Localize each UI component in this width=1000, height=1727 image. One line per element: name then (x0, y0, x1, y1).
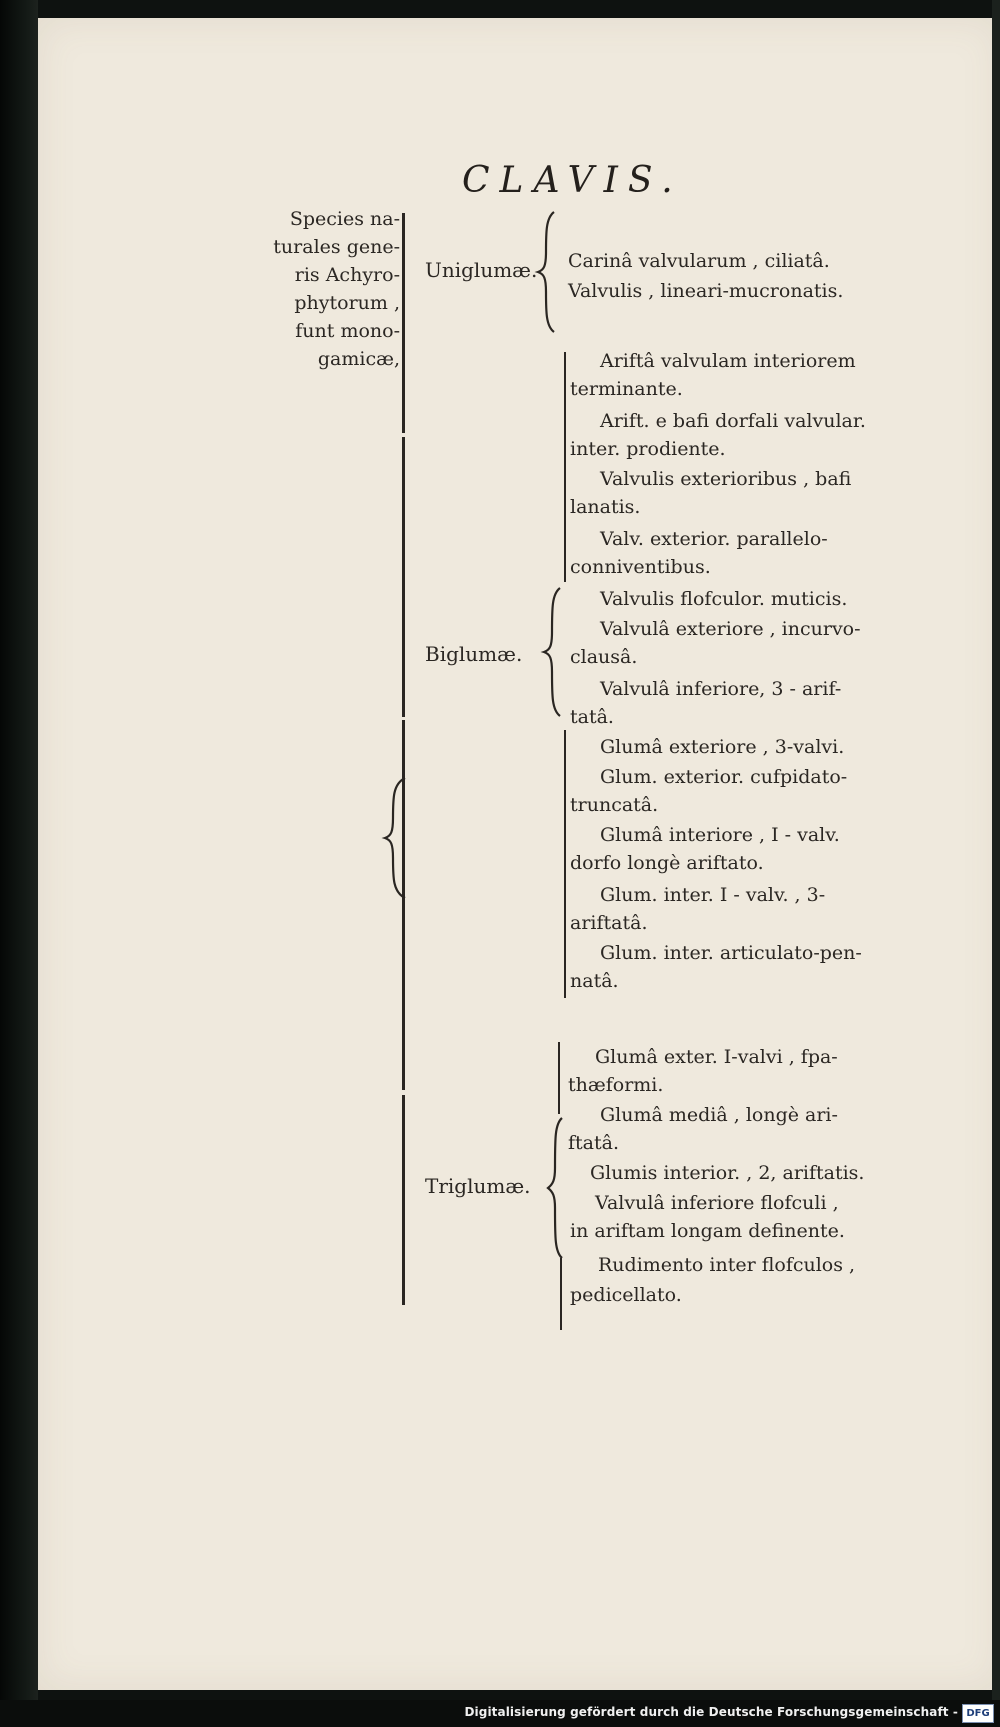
side-note-line: turales gene- (273, 236, 400, 258)
biglumae-entry: Glum. inter. articulato-pen- (600, 942, 862, 964)
triglumae-entry: ftatâ. (568, 1132, 619, 1154)
biglumae-entry: Glum. exterior. cufpidato- (600, 766, 848, 788)
biglumae-bracket-b (564, 730, 566, 998)
main-bracket-lower (402, 720, 405, 1090)
biglumae-entry: truncatâ. (570, 794, 659, 816)
footer-credit: Digitalisierung gefördert durch die Deutsche Forschungsgemeinschaft - (464, 1705, 958, 1719)
main-curly-brace (385, 778, 415, 898)
biglumae-entry: Valv. exterior. parallelo- (600, 528, 828, 550)
triglumae-entry: Rudimento inter flofculos , (598, 1254, 856, 1276)
side-note-line: funt mono- (295, 320, 400, 342)
biglumae-entry: inter. prodiente. (570, 438, 726, 460)
triglumae-entry: Glumis interior. , 2, ariftatis. (590, 1162, 865, 1184)
biglumae-entry: ariftatâ. (570, 912, 648, 934)
triglumae-entry: in ariftam longam definente. (570, 1220, 845, 1242)
biglumae-entry: Valvulis exterioribus , bafi (600, 468, 852, 490)
biglumae-brace (544, 588, 566, 716)
triglumae-brace (548, 1118, 568, 1258)
triglumae-entry: thæformi. (568, 1074, 664, 1096)
biglumae-entry: Glumâ interiore , I - valv. (600, 824, 840, 846)
biglumae-entry: conniventibus. (570, 556, 711, 578)
page-title: CLAVIS. (462, 160, 683, 201)
biglumae-entry: lanatis. (570, 496, 641, 518)
biglumae-entry: natâ. (570, 970, 619, 992)
group-label-uniglumae: Uniglumæ. (425, 258, 538, 282)
side-note-line: ris Achyro- (294, 264, 400, 286)
biglumae-entry: Valvulâ inferiore, 3 - arif- (600, 678, 842, 700)
triglumae-entry: pedicellato. (570, 1284, 682, 1306)
side-note-line: Species na- (289, 208, 400, 230)
group-label-triglumae: Triglumæ. (425, 1174, 531, 1198)
main-bracket-middle (402, 437, 405, 717)
biglumae-entry: Ariftâ valvulam interiorem (600, 350, 856, 372)
main-bracket-upper (402, 213, 405, 433)
biglumae-bracket-a (564, 352, 566, 582)
uniglumae-entry: Valvulis , lineari-mucronatis. (568, 280, 844, 302)
dfg-logo-badge: DFG (962, 1704, 994, 1723)
triglumae-entry: Glumâ exter. I-valvi , fpa- (595, 1046, 838, 1068)
biglumae-entry: clausâ. (570, 646, 638, 668)
triglumae-entry: Valvulâ inferiore flofculi , (595, 1192, 839, 1214)
side-note (240, 205, 400, 373)
scan-background-right (992, 0, 1000, 1727)
scan-background-left (0, 0, 38, 1727)
biglumae-entry: dorfo longè ariftato. (570, 852, 764, 874)
uniglumae-entry: Carinâ valvularum , ciliatâ. (568, 250, 830, 272)
side-note-line: phytorum , (294, 292, 400, 314)
uniglumae-brace (538, 212, 558, 332)
biglumae-entry: tatâ. (570, 706, 614, 728)
biglumae-entry: terminante. (570, 378, 683, 400)
biglumae-entry: Arift. e bafi dorfali valvular. (600, 410, 866, 432)
triglumae-bracket-a (558, 1042, 560, 1114)
group-label-biglumae: Biglumæ. (425, 642, 523, 666)
biglumae-entry: Valvulâ exteriore , incurvo- (600, 618, 861, 640)
biglumae-entry: Glum. inter. I - valv. , 3- (600, 884, 826, 906)
triglumae-bracket-b (560, 1258, 562, 1330)
triglumae-entry: Glumâ mediâ , longè ari- (600, 1104, 838, 1126)
side-note-line: gamicæ, (317, 348, 400, 370)
biglumae-entry: Valvulis flofculor. muticis. (600, 588, 848, 610)
biglumae-entry: Glumâ exteriore , 3-valvi. (600, 736, 845, 758)
main-bracket-bottom (402, 1095, 405, 1305)
